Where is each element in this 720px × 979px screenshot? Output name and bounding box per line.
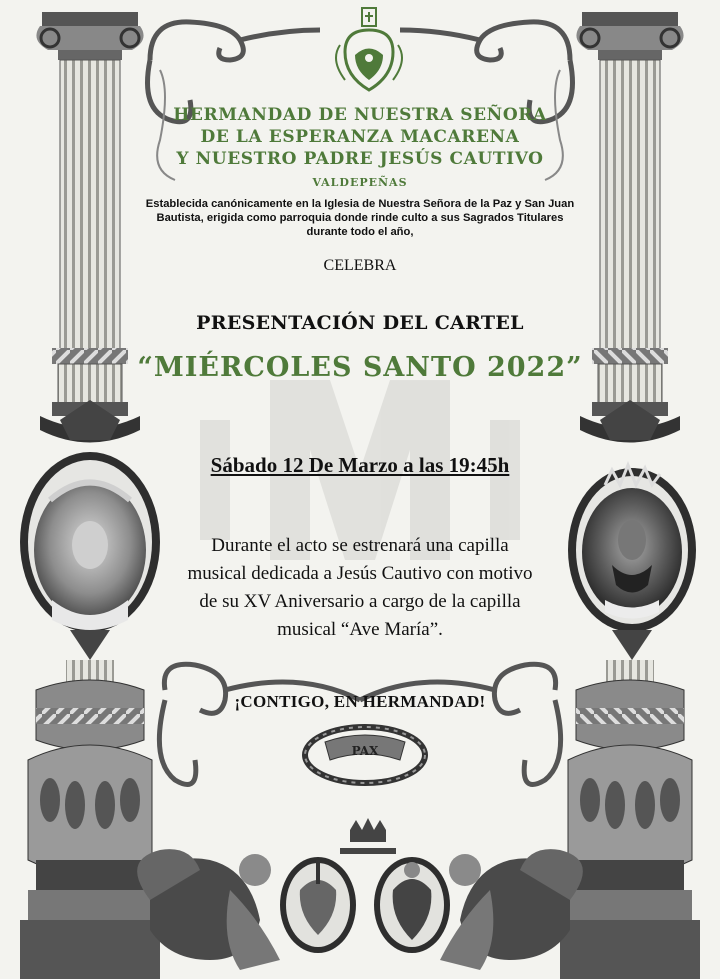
- celebra-label: CELEBRA: [323, 257, 397, 274]
- event-description-line-2: musical dedicada a Jesús Cautivo con motivo: [187, 563, 533, 584]
- sacred-heart-icon-left: [280, 857, 356, 953]
- event-description-line-3: de su XV Aniversario a cargo de la capilla: [199, 591, 521, 612]
- description-line-2: Bautista, erigida como parroquia donde rinde culto a sus Sagrados Titulares: [156, 212, 564, 224]
- description-line-1: Establecida canónicamente en la Iglesia de Nuestra Señora de la Paz y San Juan: [145, 198, 575, 210]
- event-description-line-1: Durante el acto se estrenará una capilla: [211, 535, 509, 556]
- description-line-3: durante todo el año,: [306, 226, 414, 238]
- town-name: VALDEPEÑAS: [312, 176, 408, 189]
- motto: ¡CONTIGO, EN HERMANDAD!: [234, 692, 486, 711]
- brotherhood-title-line-3: Y NUESTRO PADRE JESÚS CAUTIVO: [176, 149, 544, 169]
- event-name: “MIÉRCOLES SANTO 2022”: [137, 352, 583, 383]
- cross-emblem-icon: [336, 8, 402, 90]
- sacred-heart-icon-right: [374, 857, 450, 953]
- brotherhood-title-line-1: HERMANDAD DE NUESTRA SEÑORA: [173, 105, 547, 125]
- small-crown-icon: [340, 818, 396, 854]
- event-heading: PRESENTACIÓN DEL CARTEL: [196, 312, 524, 334]
- brotherhood-title-line-2: DE LA ESPERANZA MACARENA: [200, 127, 520, 147]
- event-date: Sábado 12 De Marzo a las 19:45h: [210, 453, 510, 477]
- pax-banner-text: PAX: [351, 744, 379, 758]
- event-description-line-4: musical “Ave María”.: [277, 619, 443, 640]
